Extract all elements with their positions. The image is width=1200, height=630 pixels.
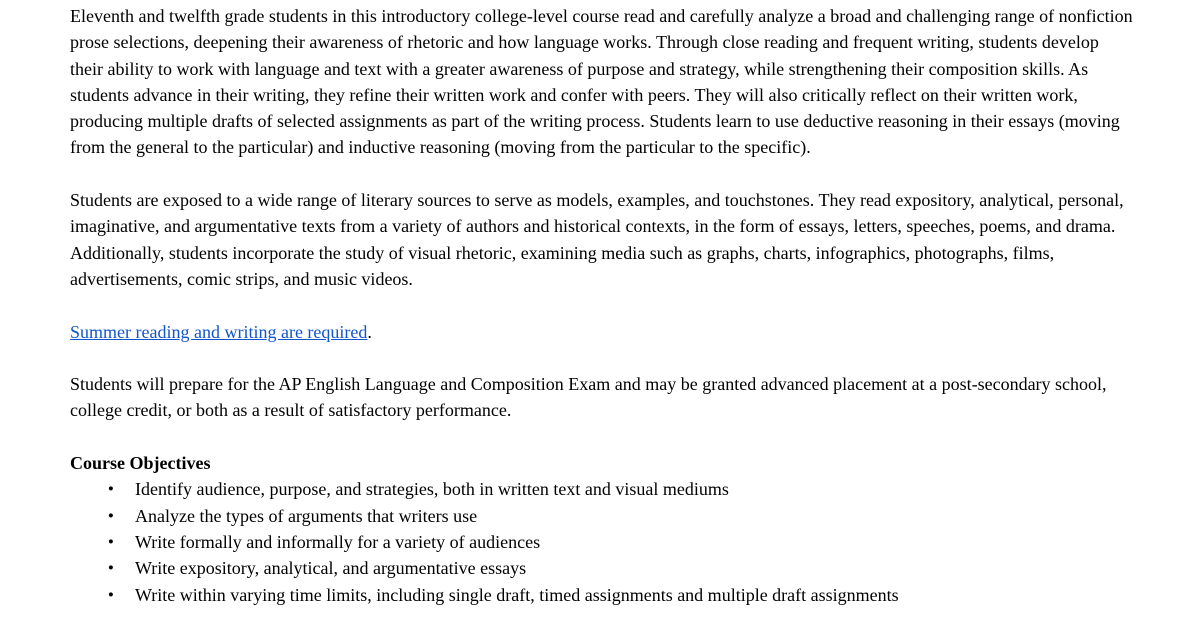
objective-item-5 (70, 582, 1134, 608)
course-objectives-heading: Course Objectives (70, 453, 211, 474)
objective-text: Write expository, analytical, and argumentative essays (135, 558, 527, 579)
objective-text: Write within varying time limits, including single draft, timed assignments and multiple draft assignments (135, 584, 899, 605)
summer-reading-link[interactable]: Summer reading and writing are required (70, 321, 368, 342)
objective-text: Write formally and informally for a variety of audiences (135, 531, 541, 552)
objective-text: Analyze the types of arguments that writers use (135, 505, 478, 526)
objective-item-1 (70, 476, 1134, 502)
bullet-icon: ● (108, 589, 114, 600)
summer-reading-suffix: . (367, 321, 372, 342)
bullet-icon: ● (108, 536, 114, 547)
objective-item-2 (70, 503, 1134, 529)
objective-item-4 (70, 555, 1134, 581)
objective-item-3 (70, 529, 1134, 555)
bullet-icon: ● (108, 563, 114, 574)
objectives-list (70, 476, 1134, 607)
paragraph-literary-sources: Students are exposed to a wide range of literary sources to serve as models, examples, and touchstones. They read expository, analytical, personal, imaginative, and argumentative texts from a variety of authors and historical contexts, in the form of essays, letters, speeches, poems, and drama. Additionally, students incorporate the study of visual rhetoric, examining media such as graphs, charts, infographics, photographs, films, advertisements, comic strips, and music videos. (70, 190, 1124, 289)
bullet-icon: ● (108, 510, 114, 521)
paragraph-course-description: Eleventh and twelfth grade students in this introductory college-level course read and carefully analyze a broad and challenging range of nonfiction prose selections, deepening their awareness of rhetoric and how language works. Through close reading and frequent writing, students develop their ability to work with language and text with a greater awareness of purpose and strategy, while strengthening their composition skills. As students advance in their writing, they refine their written work and confer with peers. They will also critically reflect on their written work, producing multiple drafts of selected assignments as part of the writing process. Students learn to use deductive reasoning in their essays (moving from the general to the particular) and inductive reasoning (moving from the particular to the specific). (70, 6, 1133, 158)
objective-text: Identify audience, purpose, and strategies, both in written text and visual mediums (135, 479, 729, 500)
bullet-icon: ● (108, 484, 114, 495)
summer-reading-line (70, 319, 1134, 345)
paragraph-ap-exam: Students will prepare for the AP English Language and Composition Exam and may be granted advanced placement at a post-secondary school, college credit, or both as a result of satisfactory performance. (70, 374, 1107, 421)
